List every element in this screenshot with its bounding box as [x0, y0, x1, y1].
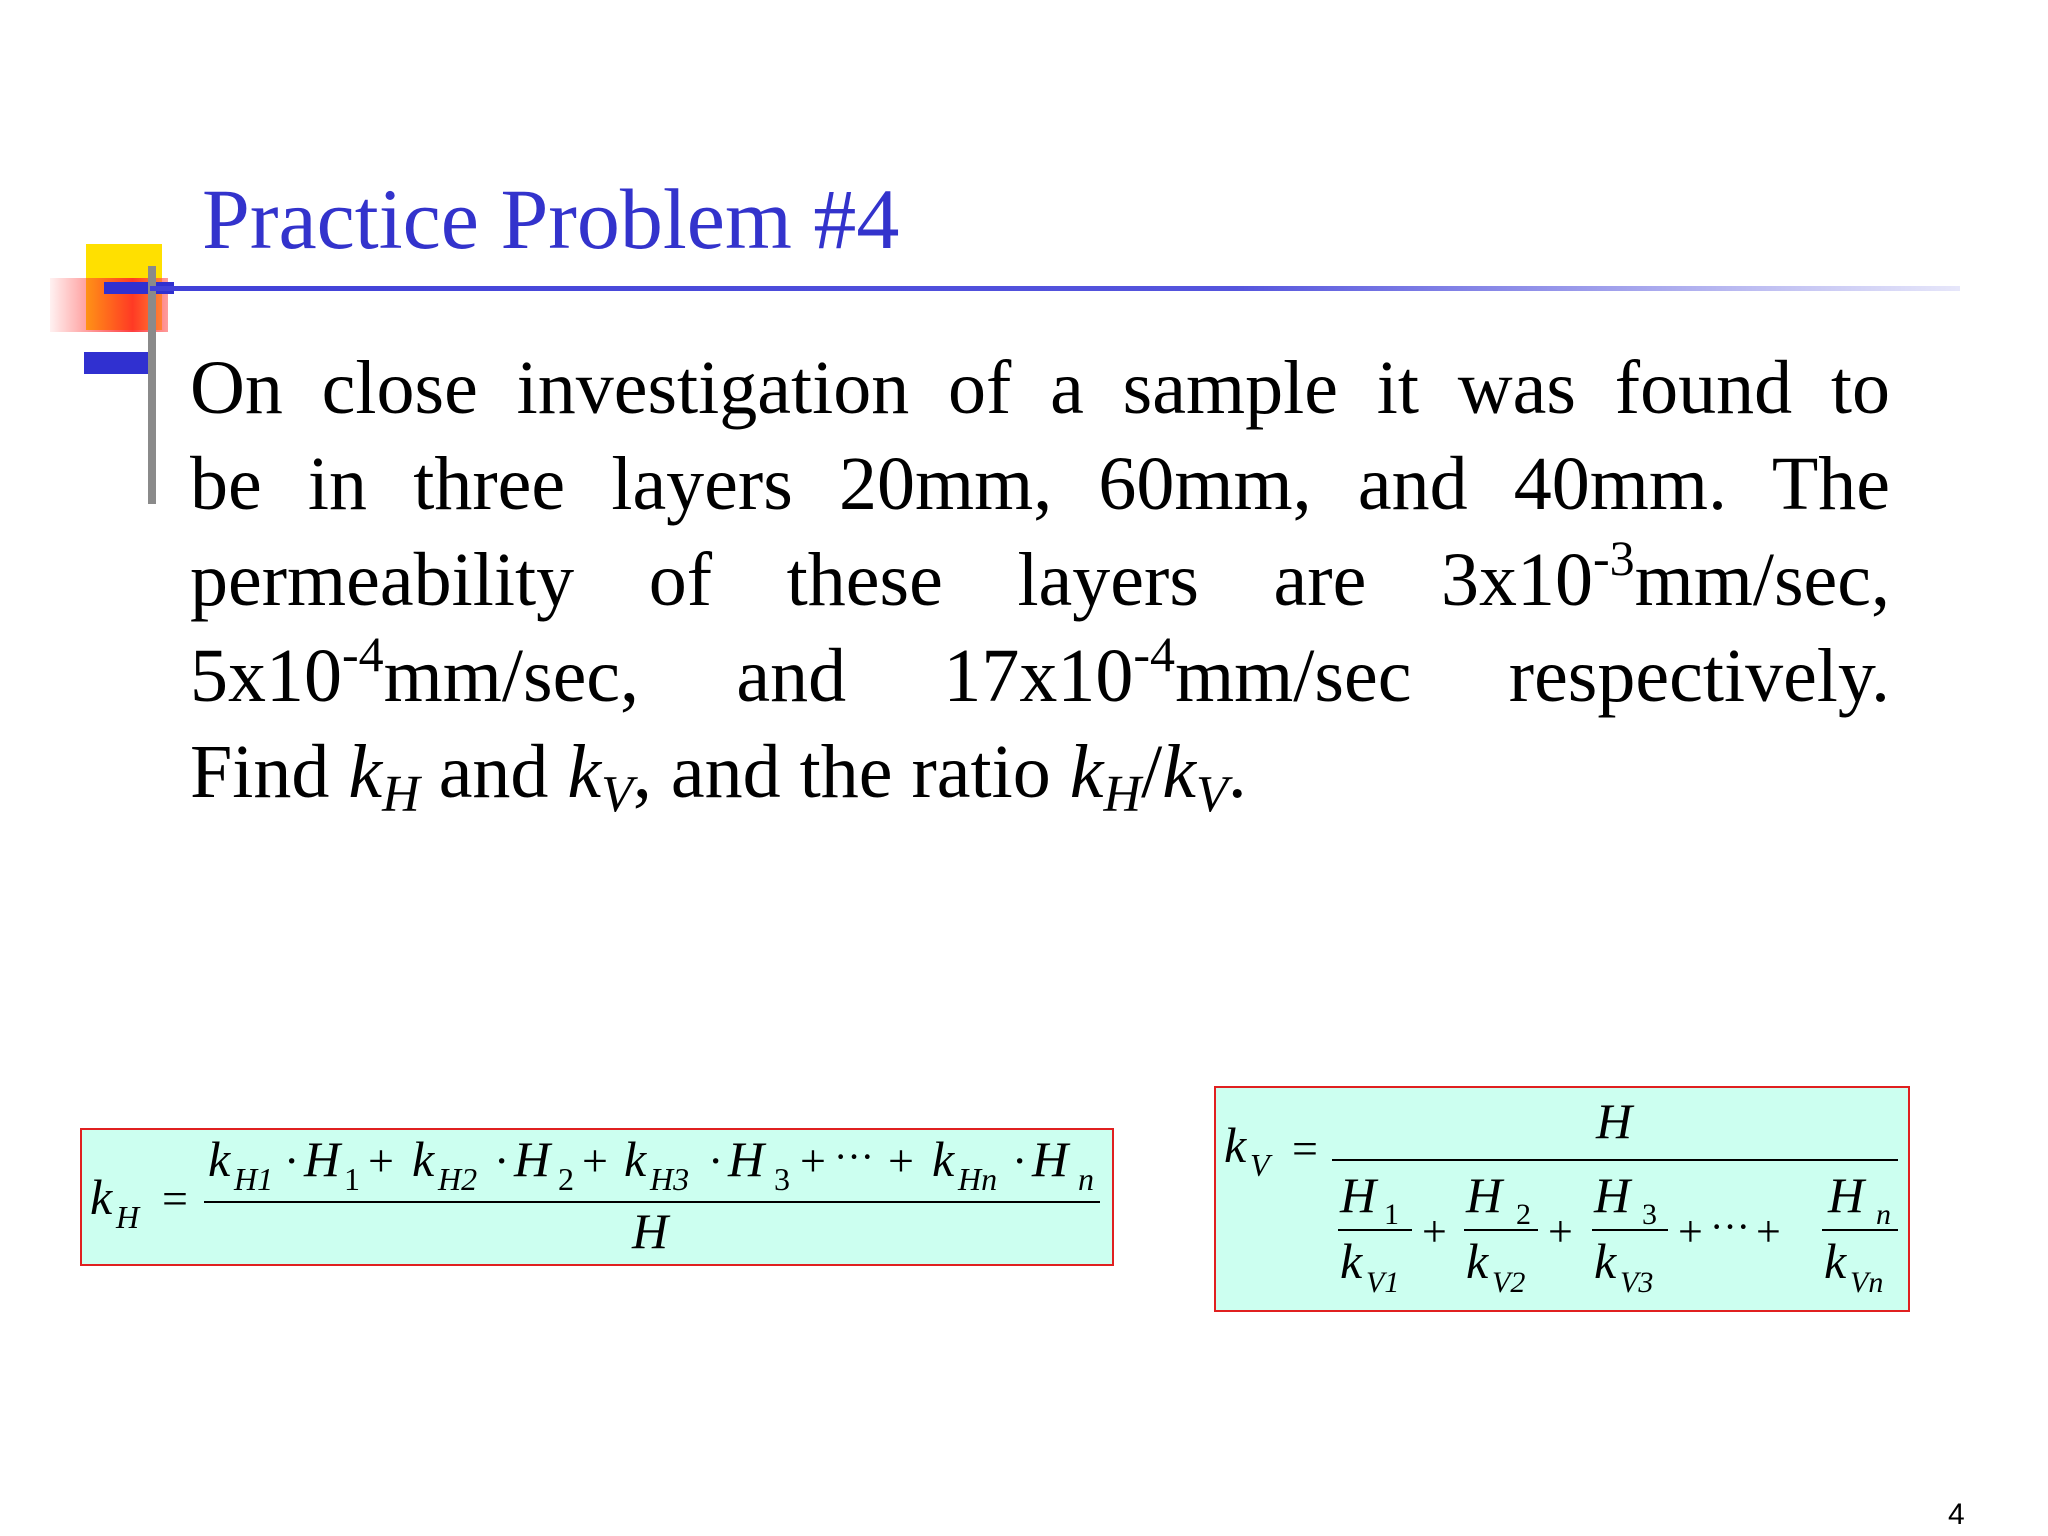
var-k: k [348, 730, 383, 814]
subscript-h: H [1103, 766, 1142, 823]
exponent: -3 [1592, 530, 1635, 586]
exponent: -4 [342, 626, 384, 682]
var-k: k [1162, 730, 1196, 814]
logo-blue-bar-bottom [84, 352, 154, 374]
kv-termn-ksub: Vn [1850, 1266, 1884, 1299]
title-underline [150, 286, 1960, 291]
kh-dot4: · [1012, 1135, 1028, 1186]
kv-numerator: H [1596, 1093, 1633, 1149]
kv-plus1: + [1422, 1207, 1447, 1256]
body-line-5 [190, 724, 1890, 823]
body-text-segment: permeability of these layers are 3x10 [190, 538, 1593, 622]
kh-denominator: H [632, 1203, 669, 1259]
kv-plus4: + [1756, 1207, 1781, 1256]
formula-kv-box [1214, 1086, 1910, 1312]
kv-term3-hsub: 3 [1642, 1198, 1657, 1231]
kv-termn-k: k [1824, 1233, 1847, 1289]
kh-dot1: · [284, 1135, 300, 1186]
kh-dot2: · [494, 1135, 510, 1186]
body-line-3 [190, 532, 1890, 628]
kh-dot3: · [708, 1135, 724, 1186]
body-line-1: On close investigation of a sample it was found to [190, 346, 1890, 430]
exponent: -4 [1133, 626, 1176, 682]
kh-plus2: + [582, 1135, 608, 1186]
kv-term2-k: k [1466, 1233, 1489, 1289]
body-line-4 [190, 628, 1890, 724]
kh-num-h2: H [514, 1131, 551, 1187]
body-text-segment: mm/sec, [1634, 538, 1890, 622]
kh-num-k3: k [624, 1131, 647, 1187]
body-text-segment: / [1141, 730, 1163, 814]
kv-term1-k: k [1340, 1233, 1363, 1289]
kv-plus2: + [1548, 1207, 1573, 1256]
formula-kh-box [80, 1128, 1114, 1266]
problem-statement [190, 340, 1890, 823]
kv-lhs-k: k [1224, 1117, 1247, 1173]
kh-num-hsubn: n [1078, 1161, 1094, 1197]
subscript-v: V [601, 766, 633, 823]
body-text-segment: , and the ratio [632, 730, 1070, 814]
body-text-segment: . [1227, 730, 1247, 814]
kv-term1-h: H [1340, 1167, 1377, 1223]
kh-num-hsub1: 1 [344, 1161, 360, 1197]
kv-term3-ksub: V3 [1620, 1266, 1654, 1299]
var-k: k [1069, 730, 1104, 814]
kv-plus3: + [1678, 1207, 1703, 1256]
kh-num-ksub2: H2 [438, 1161, 478, 1197]
kh-num-kn: k [932, 1131, 955, 1187]
kv-ellipsis: ··· [1710, 1204, 1750, 1249]
kv-term1-hsub: 1 [1384, 1198, 1399, 1231]
kh-num-ksubn: Hn [958, 1161, 998, 1197]
subscript-h: H [382, 766, 420, 823]
kh-plus4: + [888, 1135, 914, 1186]
kh-num-ksub1: H1 [234, 1161, 274, 1197]
page-number: 4 [1948, 1498, 1965, 1531]
kh-plus1: + [368, 1135, 394, 1186]
body-text-segment: mm/sec, and 17x10 [383, 634, 1134, 718]
kh-num-ksub3: H3 [650, 1161, 690, 1197]
kh-ellipsis: ··· [834, 1134, 874, 1179]
kv-termn-hsub: n [1876, 1198, 1891, 1231]
kh-num-hsub3: 3 [774, 1161, 790, 1197]
body-text-segment: Find [190, 730, 349, 814]
page-title: Practice Problem #4 [202, 171, 900, 267]
kv-termn-h: H [1828, 1167, 1865, 1223]
kv-term3-h: H [1594, 1167, 1631, 1223]
formula-kv [1216, 1088, 1912, 1314]
kv-term3-k: k [1594, 1233, 1617, 1289]
kh-num-k2: k [412, 1131, 435, 1187]
kh-equals: = [162, 1173, 188, 1224]
kv-term2-h: H [1466, 1167, 1503, 1223]
kh-num-h1: H [304, 1131, 341, 1187]
kh-lhs-k: k [90, 1169, 113, 1225]
kh-num-k1: k [208, 1131, 231, 1187]
kh-num-hn: H [1032, 1131, 1069, 1187]
kh-plus3: + [800, 1135, 826, 1186]
body-line-2: be in three layers 20mm, 60mm, and 40mm. The [190, 442, 1890, 526]
kh-num-h3: H [728, 1131, 765, 1187]
body-text-segment: 5x10 [190, 634, 342, 718]
kh-num-hsub2: 2 [558, 1161, 574, 1197]
subscript-v: V [1195, 766, 1228, 823]
kv-term2-hsub: 2 [1516, 1198, 1531, 1231]
kv-equals: = [1292, 1123, 1318, 1174]
formula-kh [82, 1130, 1116, 1268]
body-text-segment: and [419, 730, 568, 814]
kv-term2-ksub: V2 [1492, 1266, 1526, 1299]
logo-vertical-line [148, 266, 156, 504]
var-k: k [567, 730, 602, 814]
kh-lhs-sub: H [116, 1199, 140, 1235]
kv-lhs-sub: V [1250, 1147, 1270, 1183]
kv-term1-ksub: V1 [1366, 1266, 1400, 1299]
body-text-segment: mm/sec respectively. [1175, 634, 1890, 718]
